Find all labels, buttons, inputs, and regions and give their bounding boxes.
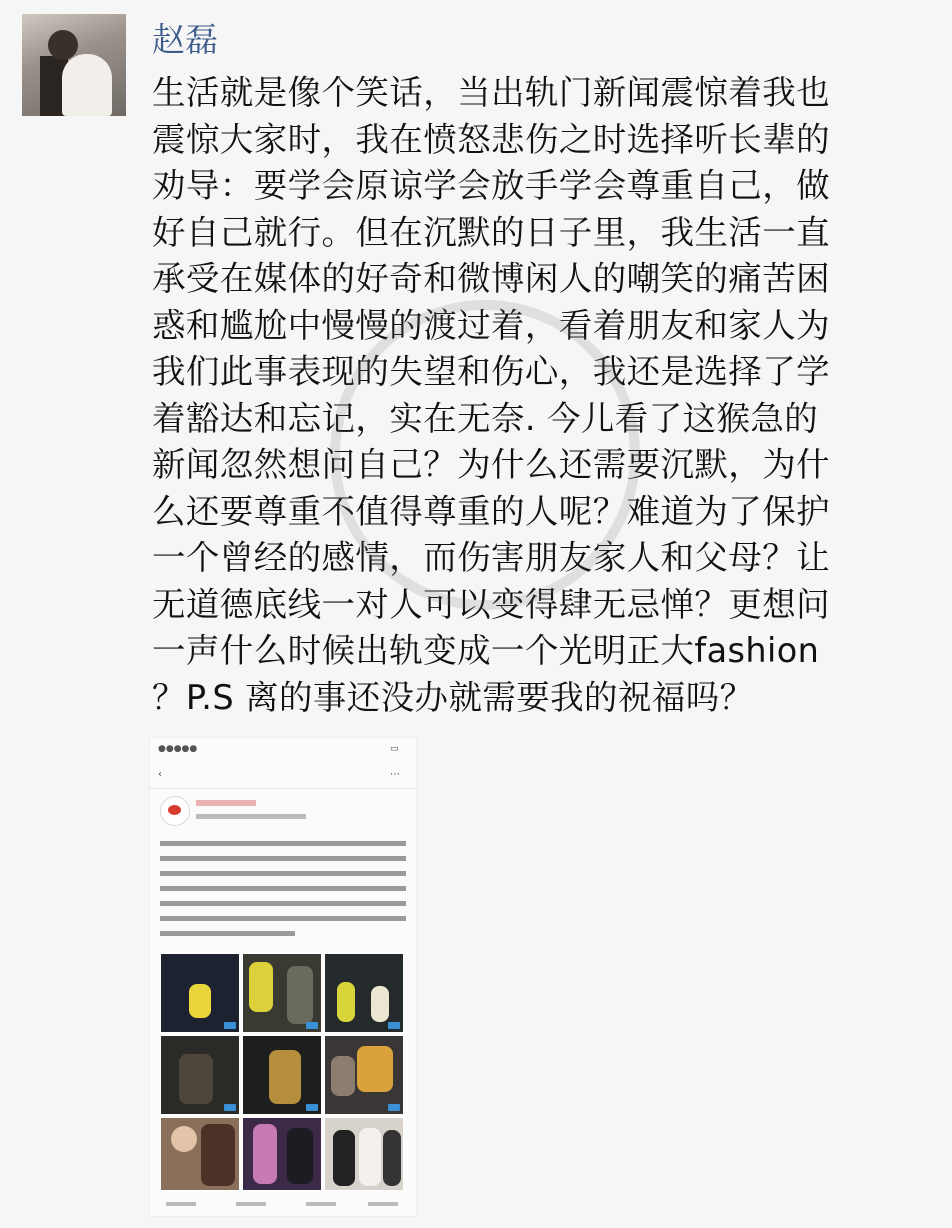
post-line: 着豁达和忘记，实在无奈. 今儿看了这猴急的 [152, 398, 819, 438]
more-icon[interactable]: ⋯ [390, 769, 400, 780]
post-line: 劝导：要学会原谅学会放手学会尊重自己，做 [152, 166, 830, 205]
photo-thumb[interactable] [324, 1035, 404, 1115]
back-arrow-icon[interactable]: ‹ [158, 769, 162, 780]
post-line: 承受在媒体的好奇和微博闲人的嘲笑的痛苦困 [152, 259, 830, 298]
post-line: 我们此事表现的失望和伤心，我还是选择了学 [152, 352, 830, 391]
post-line: 震惊大家时，我在愤怒悲伤之时选择听长辈的 [152, 119, 830, 159]
account-header [160, 796, 410, 828]
status-bar: ●●●●● ▭ [158, 744, 399, 754]
post-line: 生活就是像个笑话，当出轨门新闻震惊着我也 [152, 73, 830, 112]
embedded-screenshot[interactable] [150, 738, 416, 1216]
photo-thumb[interactable] [242, 953, 322, 1033]
post-line: 无道德底线一对人可以变得肆无忌惮？更想问 [152, 584, 830, 624]
battery-icon: ▭ [390, 744, 399, 754]
weibo-logo [160, 796, 190, 826]
photo-thumb[interactable] [324, 953, 404, 1033]
nav-bar [150, 762, 416, 789]
post-line: 新闻忽然想问自己？为什么还需要沉默，为什 [152, 445, 830, 484]
post-line: 一声什么时候出轨变成一个光明正大fashion [152, 631, 820, 670]
photo-thumb[interactable] [160, 1117, 240, 1191]
username[interactable]: 赵磊 [152, 20, 218, 59]
blurred-text [160, 836, 406, 936]
photo-thumb[interactable] [160, 953, 240, 1033]
photo-thumb[interactable] [242, 1117, 322, 1191]
photo-thumb[interactable] [324, 1117, 404, 1191]
post-line: ？P.S 离的事还没办就需要我的祝福吗？ [152, 677, 754, 717]
post-line: 么还要尊重不值得尊重的人呢？难道为了保护 [152, 491, 830, 531]
post-line: 惑和尴尬中慢慢的渡过着，看着朋友和家人为 [152, 305, 830, 345]
photo-thumb[interactable] [160, 1035, 240, 1115]
photo-thumb[interactable] [242, 1035, 322, 1115]
avatar[interactable] [22, 14, 126, 116]
post-line: 一个曾经的感情，而伤害朋友家人和父母？让 [152, 538, 830, 577]
post-text [152, 70, 942, 721]
post-line: 好自己就行。但在沉默的日子里，我生活一直 [152, 212, 830, 252]
